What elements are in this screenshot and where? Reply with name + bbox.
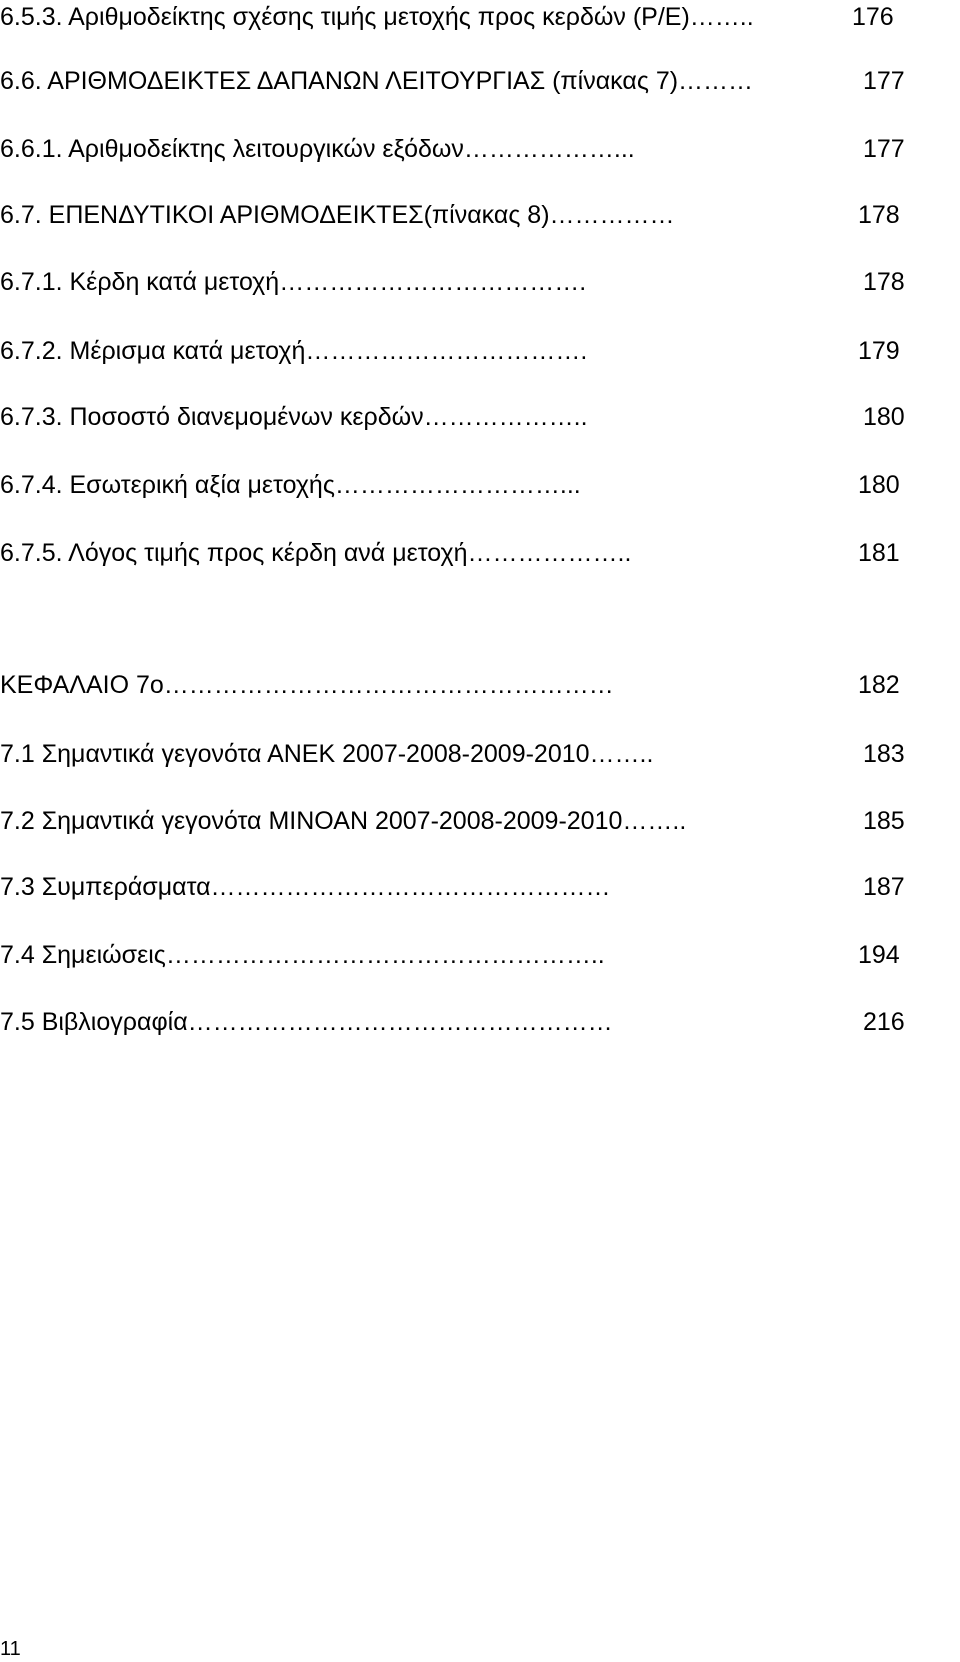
toc-entry-page: 181 (858, 539, 900, 567)
toc-entry-page: 177 (863, 67, 905, 95)
toc-entry-page: 194 (858, 941, 900, 969)
toc-entry-page: 178 (858, 201, 900, 229)
toc-entry-page: 187 (863, 873, 905, 901)
toc-entry-title: 6.7.2. Μέρισμα κατά μετοχή……………………………. (0, 337, 588, 365)
toc-entry-title: 6.7.1. Κέρδη κατά μετοχή………………………………. (0, 268, 587, 296)
toc-entry-page: 178 (863, 268, 905, 296)
toc-entry-title: 6.7. ΕΠΕΝΔΥΤΙΚΟΙ ΑΡΙΘΜΟΔΕΙΚΤΕΣ(πίνακας 8)…………… (0, 201, 675, 229)
toc-entry-page: 182 (858, 671, 900, 699)
toc-entry-title: 6.7.4. Εσωτερική αξία μετοχής………………………... (0, 471, 581, 499)
toc-entry-page: 177 (863, 135, 905, 163)
toc-entry-title: 6.7.5. Λόγος τιμής προς κέρδη ανά μετοχή……………….. (0, 539, 632, 567)
toc-entry-title: 6.6. ΑΡΙΘΜΟΔΕΙΚΤΕΣ ΔΑΠΑΝΩΝ ΛΕΙΤΟΥΡΓΙΑΣ (πίνακας 7)……… (0, 67, 754, 95)
toc-entry-page: 176 (852, 3, 894, 31)
toc-entry-page: 180 (863, 403, 905, 431)
toc-entry-title: 7.1 Σημαντικά γεγονότα ΑΝΕΚ 2007-2008-2009-2010…….. (0, 740, 654, 768)
toc-entry-title: ΚΕΦΑΛΑΙΟ 7ο……………………………………………… (0, 671, 614, 699)
toc-entry-title: 7.3 Συμπεράσματα………………………………………… (0, 873, 611, 901)
toc-entry-page: 183 (863, 740, 905, 768)
toc-entry-title: 7.4 Σημειώσεις…………………………………………….. (0, 941, 605, 969)
page-number: 11 (0, 1638, 21, 1660)
toc-entry-title: 6.5.3. Αριθμοδείκτης σχέσης τιμής μετοχής προς κερδών (P/E)…….. (0, 3, 754, 31)
toc-entry-page: 179 (858, 337, 900, 365)
toc-entry-title: 7.2 Σημαντικά γεγονότα ΜΙΝΟΑΝ 2007-2008-2009-2010…….. (0, 807, 687, 835)
toc-entry-page: 185 (863, 807, 905, 835)
toc-entry-page: 180 (858, 471, 900, 499)
toc-entry-page: 216 (863, 1008, 905, 1036)
toc-entry-title: 6.6.1. Αριθμοδείκτης λειτουργικών εξόδων………………... (0, 135, 635, 163)
toc-entry-title: 6.7.3. Ποσοστό διανεμομένων κερδών……………….. (0, 403, 588, 431)
toc-entry-title: 7.5 Βιβλιογραφία…………………………………………… (0, 1008, 613, 1036)
